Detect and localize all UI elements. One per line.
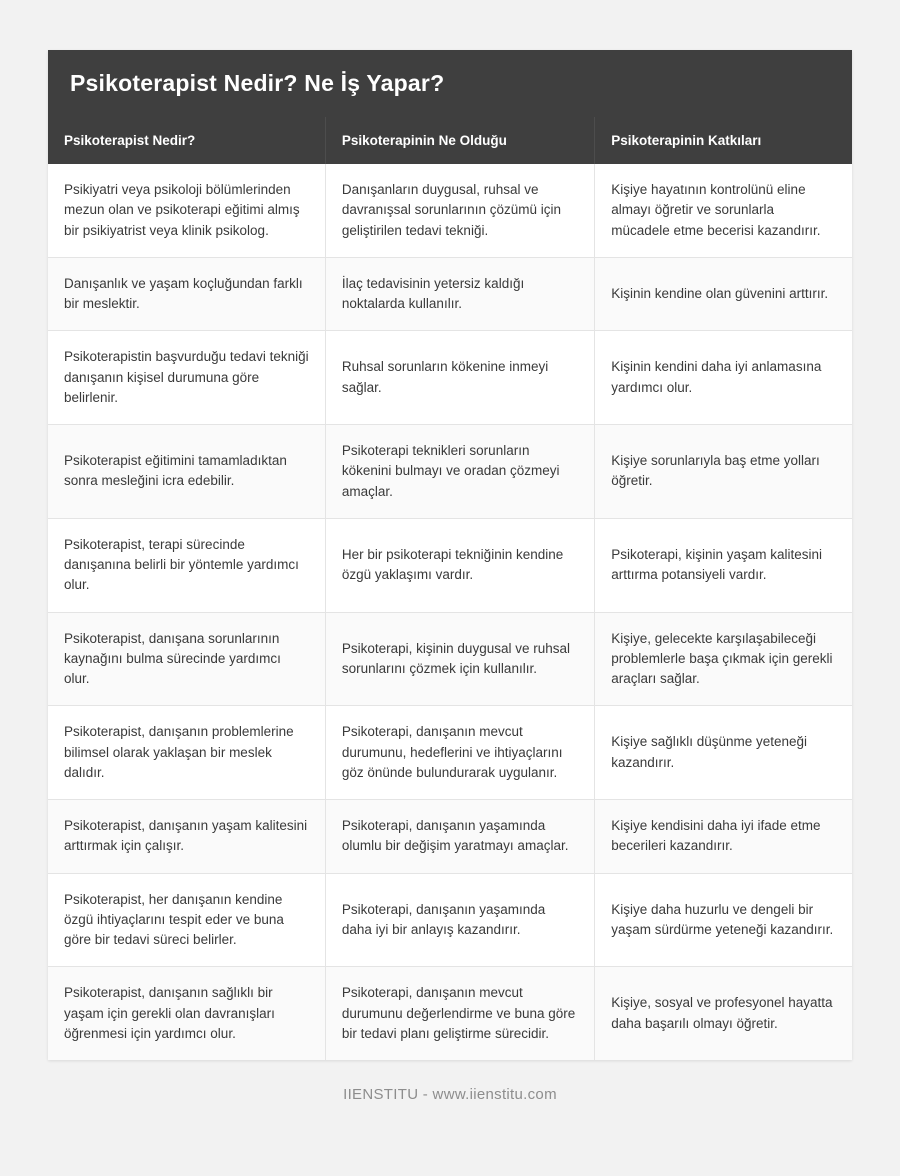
table-cell: Her bir psikoterapi tekniğinin kendine özgü yaklaşımı vardır. <box>325 518 594 612</box>
table-cell: Psikoterapist eğitimini tamamladıktan sonra mesleğini icra edebilir. <box>48 425 325 519</box>
table-row <box>48 967 852 1060</box>
table-row <box>48 800 852 874</box>
table-cell: Psikoterapi, kişinin duygusal ve ruhsal sorunlarını çözmek için kullanılır. <box>325 612 594 706</box>
table-cell: Psikoterapi, danışanın yaşamında olumlu bir değişim yaratmayı amaçlar. <box>325 800 594 874</box>
table-cell: Kişiye daha huzurlu ve dengeli bir yaşam sürdürme yeteneği kazandırır. <box>595 873 852 967</box>
table-cell: Psikoterapist, terapi sürecinde danışanına belirli bir yöntemle yardımcı olur. <box>48 518 325 612</box>
table-cell: Kişinin kendine olan güvenini arttırır. <box>595 257 852 331</box>
page-title: Psikoterapist Nedir? Ne İş Yapar? <box>70 70 445 96</box>
table-cell: Psikoterapistin başvurduğu tedavi tekniği danışanın kişisel durumuna göre belirlenir. <box>48 331 325 425</box>
info-card <box>48 50 852 1060</box>
comparison-table <box>48 117 852 1060</box>
table-cell: Psikoterapist, her danışanın kendine özgü ihtiyaçlarını tespit eder ve buna göre bir tedavi süreci belirler. <box>48 873 325 967</box>
table-row <box>48 706 852 800</box>
table-cell: Kişinin kendini daha iyi anlamasına yardımcı olur. <box>595 331 852 425</box>
table-cell: Kişiye sorunlarıyla baş etme yolları öğretir. <box>595 425 852 519</box>
table-row <box>48 425 852 519</box>
column-header-1: Psikoterapist Nedir? <box>48 117 325 164</box>
table-cell: Kişiye hayatının kontrolünü eline almayı öğretir ve sorunlarla mücadele etme becerisi kazandırır. <box>595 164 852 257</box>
table-cell: Psikoterapi, danışanın yaşamında daha iyi bir anlayış kazandırır. <box>325 873 594 967</box>
column-header-2: Psikoterapinin Ne Olduğu <box>325 117 594 164</box>
table-cell: Psikoterapi, kişinin yaşam kalitesini arttırma potansiyeli vardır. <box>595 518 852 612</box>
table-row <box>48 873 852 967</box>
table-cell: Psikoterapist, danışanın sağlıklı bir yaşam için gerekli olan davranışları öğrenmesi için yardımcı olur. <box>48 967 325 1060</box>
table-cell: Danışanlık ve yaşam koçluğundan farklı bir meslektir. <box>48 257 325 331</box>
table-cell: Psikiyatri veya psikoloji bölümlerinden mezun olan ve psikoterapi eğitimi almış bir psikiyatrist veya klinik psikolog. <box>48 164 325 257</box>
table-row <box>48 518 852 612</box>
title-bar <box>48 50 852 117</box>
table-cell: Kişiye, sosyal ve profesyonel hayatta daha başarılı olmayı öğretir. <box>595 967 852 1060</box>
table-header <box>48 117 852 164</box>
table-cell: Psikoterapi teknikleri sorunların kökenini bulmayı ve oradan çözmeyi amaçlar. <box>325 425 594 519</box>
table-row <box>48 612 852 706</box>
table-cell: Kişiye kendisini daha iyi ifade etme becerileri kazandırır. <box>595 800 852 874</box>
table-row <box>48 257 852 331</box>
table-cell: Danışanların duygusal, ruhsal ve davranışsal sorunlarının çözümü için geliştirilen tedavi tekniği. <box>325 164 594 257</box>
table-cell: İlaç tedavisinin yetersiz kaldığı noktalarda kullanılır. <box>325 257 594 331</box>
table-body <box>48 164 852 1060</box>
column-header-3: Psikoterapinin Katkıları <box>595 117 852 164</box>
table-cell: Psikoterapist, danışanın problemlerine bilimsel olarak yaklaşan bir meslek dalıdır. <box>48 706 325 800</box>
table-cell: Psikoterapist, danışana sorunlarının kaynağını bulma sürecinde yardımcı olur. <box>48 612 325 706</box>
table-cell: Psikoterapist, danışanın yaşam kalitesini arttırmak için çalışır. <box>48 800 325 874</box>
footer-attribution: IIENSTITU - www.iienstitu.com <box>343 1086 557 1103</box>
table-cell: Kişiye, gelecekte karşılaşabileceği problemlerle başa çıkmak için gerekli araçları sağlar. <box>595 612 852 706</box>
table-cell: Psikoterapi, danışanın mevcut durumunu, hedeflerini ve ihtiyaçlarını göz önünde bulundurarak uygulanır. <box>325 706 594 800</box>
table-row <box>48 331 852 425</box>
table-cell: Ruhsal sorunların kökenine inmeyi sağlar. <box>325 331 594 425</box>
table-cell: Kişiye sağlıklı düşünme yeteneği kazandırır. <box>595 706 852 800</box>
table-header-row <box>48 117 852 164</box>
table-row <box>48 164 852 257</box>
table-cell: Psikoterapi, danışanın mevcut durumunu değerlendirme ve buna göre bir tedavi planı geliştirme sürecidir. <box>325 967 594 1060</box>
